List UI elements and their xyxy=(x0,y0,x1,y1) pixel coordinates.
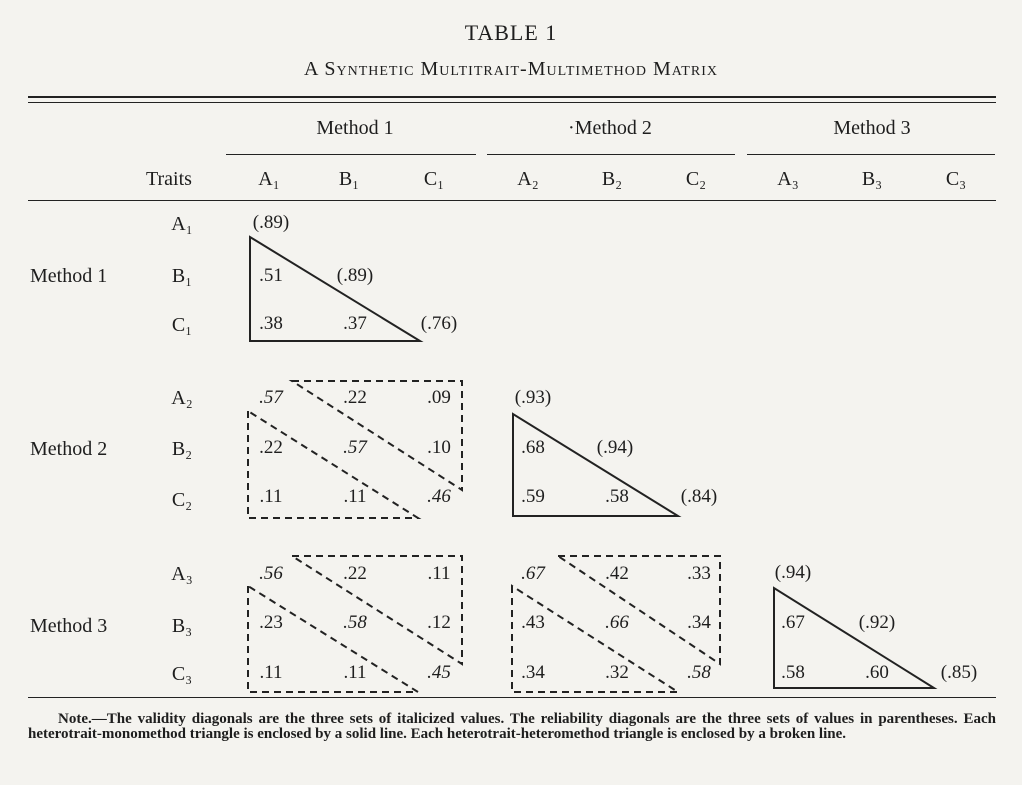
cell-m3m2-b-c: .34 xyxy=(687,612,711,633)
cell-m3m3-c-c: (.85) xyxy=(940,662,978,683)
cell-m2m2-c-c: (.84) xyxy=(680,486,718,507)
cell-m3m1-b-a: .23 xyxy=(259,612,283,633)
cell-m3m3-a-a: (.94) xyxy=(774,562,812,583)
row-trait-a3: A₃ xyxy=(171,563,193,585)
table-subtitle: A Synthetic Multitrait-Multimethod Matrix xyxy=(304,58,718,80)
solid-triangle-m3 xyxy=(774,588,934,688)
row-trait-c2: C₂ xyxy=(171,489,193,511)
cell-m3m1-c-b: .11 xyxy=(343,662,367,683)
cell-m2m1-b-b: .57 xyxy=(343,437,367,458)
col-header-b2: B₂ xyxy=(601,168,623,190)
cell-m3m1-c-a: .11 xyxy=(259,662,283,683)
row-method-2-label: Method 2 xyxy=(30,438,108,460)
dashed-lower-m3m1 xyxy=(248,586,418,692)
traits-label: Traits xyxy=(146,168,192,190)
col-header-c1: C₁ xyxy=(423,168,445,190)
cell-m3m2-c-a: .34 xyxy=(521,662,545,683)
cell-m3m2-c-b: .32 xyxy=(605,662,629,683)
cell-m1m1-b-b: (.89) xyxy=(336,265,374,286)
cell-m2m1-c-c: .46 xyxy=(427,486,451,507)
row-method-1-label: Method 1 xyxy=(30,265,108,287)
dashed-lower-m2m1 xyxy=(248,411,418,518)
col-method-3-header: Method 3 xyxy=(833,117,911,139)
cell-m3m1-a-c: .11 xyxy=(427,563,451,584)
cell-m3m2-a-a: .67 xyxy=(521,563,545,584)
col-header-b1: B₁ xyxy=(338,168,360,190)
col-header-a3: A₃ xyxy=(777,168,799,190)
table-title: TABLE 1 xyxy=(464,20,558,45)
col-header-c3: C₃ xyxy=(945,168,967,190)
cell-m3m1-c-c: .45 xyxy=(427,662,451,683)
cell-m1m1-c-c: (.76) xyxy=(420,313,458,334)
cell-m3m3-b-a: .67 xyxy=(781,612,805,633)
cell-m3m1-b-b: .58 xyxy=(343,612,367,633)
cell-m2m2-b-a: .68 xyxy=(521,437,545,458)
cell-m3m2-b-b: .66 xyxy=(605,612,629,633)
cell-m2m1-c-b: .11 xyxy=(343,486,367,507)
cell-m2m1-b-a: .22 xyxy=(259,437,283,458)
row-trait-a1: A₁ xyxy=(171,213,193,235)
row-method-3-label: Method 3 xyxy=(30,615,108,637)
cell-m3m3-b-b: (.92) xyxy=(858,612,896,633)
cell-m1m1-c-b: .37 xyxy=(343,313,367,334)
cell-m3m3-c-b: .60 xyxy=(865,662,889,683)
cell-m3m3-c-a: .58 xyxy=(781,662,805,683)
cell-m2m1-c-a: .11 xyxy=(259,486,283,507)
cell-m2m1-b-c: .10 xyxy=(427,437,451,458)
dashed-lower-m3m2 xyxy=(512,586,678,692)
cell-m1m1-a-a: (.89) xyxy=(252,212,290,233)
cell-m3m2-a-b: .42 xyxy=(605,563,629,584)
cell-m2m1-a-c: .09 xyxy=(427,387,451,408)
col-header-a1: A₁ xyxy=(258,168,280,190)
cell-m2m2-c-b: .58 xyxy=(605,486,629,507)
dashed-upper-m3m1 xyxy=(292,556,462,664)
cell-m3m2-a-c: .33 xyxy=(687,563,711,584)
cell-m3m2-c-c: .58 xyxy=(687,662,711,683)
solid-triangle-m1 xyxy=(250,237,420,341)
cell-m1m1-c-a: .38 xyxy=(259,313,283,334)
cell-m3m2-b-a: .43 xyxy=(521,612,545,633)
dashed-upper-m2m1 xyxy=(292,381,462,490)
col-method-2-header: ·Method 2 xyxy=(568,117,652,139)
col-header-c2: C₂ xyxy=(685,168,707,190)
cell-m3m1-b-c: .12 xyxy=(427,612,451,633)
cell-m3m1-a-b: .22 xyxy=(343,563,367,584)
cell-m1m1-b-a: .51 xyxy=(259,265,283,286)
col-header-b3: B₃ xyxy=(861,168,883,190)
cell-m2m2-b-b: (.94) xyxy=(596,437,634,458)
dashed-upper-m3m2 xyxy=(558,556,720,664)
cell-m2m2-a-a: (.93) xyxy=(514,387,552,408)
row-trait-c3: C₃ xyxy=(171,663,193,685)
solid-triangle-m2 xyxy=(513,414,678,516)
bottom-rule xyxy=(28,697,996,698)
table-note: Note.—The validity diagonals are the three sets of italicized values. The reliability diagonals are the three sets of values in parentheses. Each heterotrait-monomethod triangle is enclosed by a solid line. Each heterotrait-heteromethod triangle is enclosed by a broken line. xyxy=(28,711,996,742)
row-trait-b3: B₃ xyxy=(171,615,193,637)
row-trait-a2: A₂ xyxy=(171,387,193,409)
col-method-1-header: Method 1 xyxy=(316,117,394,139)
cell-m2m2-c-a: .59 xyxy=(521,486,545,507)
row-trait-c1: C₁ xyxy=(171,314,193,336)
row-trait-b2: B₂ xyxy=(171,438,193,460)
cell-m3m1-a-a: .56 xyxy=(259,563,283,584)
cell-m2m1-a-b: .22 xyxy=(343,387,367,408)
row-trait-b1: B₁ xyxy=(171,265,193,287)
cell-m2m1-a-a: .57 xyxy=(259,387,283,408)
col-header-a2: A₂ xyxy=(517,168,539,190)
